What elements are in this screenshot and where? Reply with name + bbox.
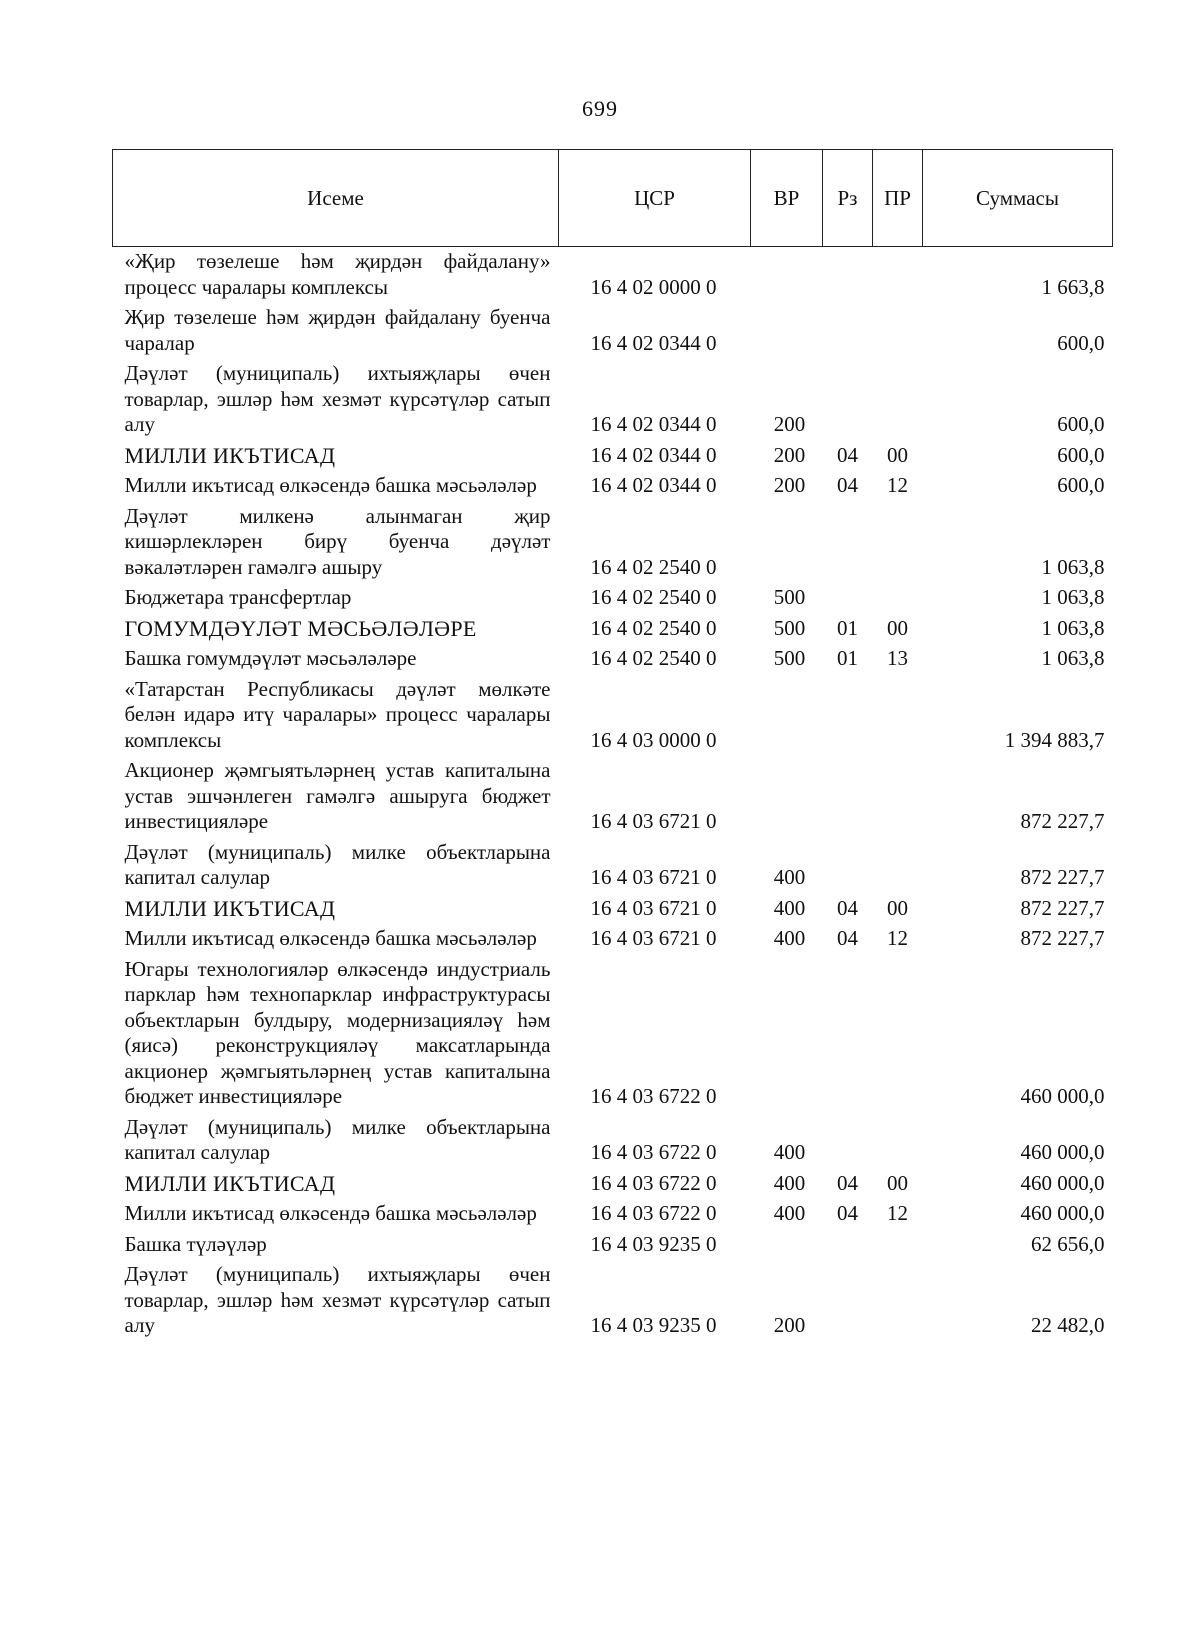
cell-sum: 22 482,0	[1031, 1313, 1105, 1337]
cell-pr	[873, 583, 923, 614]
cell-rz	[823, 955, 873, 1113]
cell-sum: 1 663,8	[1041, 274, 1105, 299]
table-row	[113, 924, 1113, 955]
cell-name: Дәүләт (муниципаль) милке объектларына капитал салулар	[124, 1114, 551, 1164]
cell-vr: 400	[773, 865, 806, 889]
table-row	[113, 1169, 1113, 1200]
table-row	[113, 838, 1113, 894]
cell-csr: 16 4 02 2540 0	[590, 615, 717, 640]
cell-vr	[751, 247, 823, 304]
cell-vr	[751, 675, 823, 757]
cell-sum: 872 227,7	[1020, 809, 1105, 833]
cell-pr	[873, 359, 923, 441]
table-row	[113, 1260, 1113, 1342]
cell-rz: 04	[837, 473, 858, 497]
cell-name: Югары технологияләр өлкәсендә индустриаль парклар һәм технопарклар инфраструктурасы объектларын булдыру, модернизацияләү һәм (яисә) реконструкцияләү максатларында акционер җәмгыятьләрнең устав капиталына бюджет инвестицияләре	[124, 956, 551, 1108]
table-row	[113, 303, 1113, 359]
cell-rz: 04	[837, 926, 858, 950]
cell-name: МИЛЛИ ИКЪТИСАД	[124, 895, 336, 921]
cell-sum: 600,0	[1057, 412, 1105, 436]
cell-rz: 01	[837, 615, 858, 640]
cell-name: Дәүләт (муниципаль) ихтыяҗлары өчен товарлар, эшләр һәм хезмәт күрсәтүләр сатып алу	[124, 1262, 551, 1337]
cell-csr: 16 4 02 0000 0	[590, 274, 717, 299]
cell-sum: 872 227,7	[1020, 926, 1105, 950]
cell-pr: 12	[887, 1201, 908, 1225]
cell-rz: 01	[837, 646, 858, 670]
cell-pr	[873, 955, 923, 1113]
cell-sum: 600,0	[1057, 330, 1105, 355]
cell-rz	[823, 502, 873, 584]
table-row	[113, 247, 1113, 304]
cell-name: Бюджетара трансфертлар	[124, 585, 352, 609]
header-name: Исеме	[113, 150, 559, 247]
cell-sum: 1 394 883,7	[1004, 727, 1105, 752]
cell-vr	[751, 1230, 823, 1261]
table-row	[113, 675, 1113, 757]
cell-rz	[823, 1260, 873, 1342]
cell-rz: 04	[837, 895, 858, 920]
cell-sum: 872 227,7	[1020, 895, 1105, 920]
cell-pr: 00	[887, 442, 908, 467]
cell-pr	[873, 502, 923, 584]
cell-rz	[823, 303, 873, 359]
cell-pr	[873, 838, 923, 894]
cell-name: Милли икътисад өлкәсендә башка мәсьәләләр	[124, 473, 537, 497]
cell-sum: 872 227,7	[1020, 865, 1105, 889]
table-row	[113, 614, 1113, 645]
header-rz: Рз	[823, 150, 873, 247]
table-row	[113, 1230, 1113, 1261]
cell-vr	[751, 955, 823, 1113]
cell-name: Җир төзелеше һәм җирдән файдалану буенча чаралар	[124, 305, 551, 355]
cell-csr: 16 4 03 9235 0	[590, 1313, 717, 1337]
cell-sum: 62 656,0	[1031, 1231, 1105, 1256]
table-row	[113, 502, 1113, 584]
cell-csr: 16 4 03 6721 0	[590, 926, 717, 950]
cell-sum: 1 063,8	[1041, 615, 1105, 640]
cell-name: ГОМУМДӘҮЛӘТ МӘСЬӘЛӘЛӘРЕ	[124, 615, 477, 641]
cell-sum: 1 063,8	[1041, 554, 1105, 579]
cell-name: Дәүләт (муниципаль) милке объектларына капитал салулар	[124, 839, 551, 889]
cell-pr	[873, 1230, 923, 1261]
table-row	[113, 583, 1113, 614]
cell-pr: 12	[887, 926, 908, 950]
cell-rz: 04	[837, 1170, 858, 1195]
cell-csr: 16 4 03 6721 0	[590, 895, 717, 920]
cell-name: Акционер җәмгыятьләрнең устав капиталына устав эшчәнлеген гамәлгә ашыруга бюджет инвестицияләре	[124, 758, 551, 833]
cell-pr	[873, 303, 923, 359]
table-header	[113, 150, 1113, 247]
cell-vr	[751, 303, 823, 359]
cell-name: Милли икътисад өлкәсендә башка мәсьәләләр	[124, 926, 537, 950]
cell-vr: 200	[773, 442, 806, 467]
table-row	[113, 955, 1113, 1113]
cell-vr: 400	[773, 1140, 806, 1164]
cell-vr: 400	[773, 1170, 806, 1195]
cell-name: Дәүләт милкенә алынмаган җир кишәрлекләрен бирү буенча дәүләт вәкаләтләрен гамәлгә ашыру	[124, 503, 551, 579]
cell-csr: 16 4 02 0344 0	[590, 412, 717, 436]
cell-sum: 460 000,0	[1020, 1140, 1105, 1164]
cell-vr: 200	[773, 473, 806, 497]
cell-pr	[873, 1113, 923, 1169]
cell-csr: 16 4 03 6722 0	[590, 1140, 717, 1164]
header-vr: ВР	[751, 150, 823, 247]
cell-sum: 1 063,8	[1041, 646, 1105, 670]
cell-pr: 13	[887, 646, 908, 670]
cell-csr: 16 4 02 0344 0	[590, 442, 717, 467]
table-row	[113, 471, 1113, 502]
header-sum: Суммасы	[923, 150, 1113, 247]
cell-pr: 00	[887, 615, 908, 640]
table-body	[113, 247, 1113, 1342]
cell-csr: 16 4 03 9235 0	[590, 1231, 717, 1256]
cell-name: Милли икътисад өлкәсендә башка мәсьәләләр	[124, 1201, 537, 1225]
header-csr: ЦСР	[559, 150, 751, 247]
cell-pr	[873, 756, 923, 838]
cell-csr: 16 4 02 0344 0	[590, 473, 717, 497]
cell-sum: 1 063,8	[1041, 585, 1105, 609]
table-row	[113, 359, 1113, 441]
cell-pr	[873, 247, 923, 304]
cell-name: Башка гомумдәүләт мәсьәләләре	[124, 646, 417, 670]
budget-table-container	[112, 149, 1112, 1342]
table-row	[113, 894, 1113, 925]
cell-vr	[751, 502, 823, 584]
cell-sum: 600,0	[1057, 442, 1105, 467]
cell-sum: 460 000,0	[1020, 1201, 1105, 1225]
cell-rz	[823, 359, 873, 441]
cell-name: МИЛЛИ ИКЪТИСАД	[124, 1170, 336, 1196]
table-row	[113, 441, 1113, 472]
cell-rz	[823, 756, 873, 838]
cell-sum: 600,0	[1057, 473, 1105, 497]
cell-name: Башка түләүләр	[124, 1231, 267, 1256]
cell-csr: 16 4 03 6721 0	[590, 809, 717, 833]
header-pr: ПР	[873, 150, 923, 247]
cell-pr: 00	[887, 895, 908, 920]
cell-csr: 16 4 02 0344 0	[590, 330, 717, 355]
cell-vr: 200	[773, 412, 806, 436]
table-row	[113, 756, 1113, 838]
cell-csr: 16 4 03 0000 0	[590, 727, 717, 752]
table-row	[113, 644, 1113, 675]
cell-vr	[751, 756, 823, 838]
cell-vr: 200	[773, 1313, 806, 1337]
cell-csr: 16 4 03 6721 0	[590, 865, 717, 889]
cell-vr: 400	[773, 926, 806, 950]
table-row	[113, 1199, 1113, 1230]
cell-name: «Татарстан Республикасы дәүләт мөлкәте белән идарә итү чаралары» процесс чаралары комплексы	[124, 676, 551, 752]
cell-name: Дәүләт (муниципаль) ихтыяҗлары өчен товарлар, эшләр һәм хезмәт күрсәтүләр сатып алу	[124, 361, 551, 436]
cell-rz: 04	[837, 442, 858, 467]
cell-rz	[823, 838, 873, 894]
cell-csr: 16 4 02 2540 0	[590, 554, 717, 579]
cell-csr: 16 4 02 2540 0	[590, 646, 717, 670]
cell-rz	[823, 1230, 873, 1261]
budget-table	[112, 149, 1113, 1342]
cell-rz: 04	[837, 1201, 858, 1225]
cell-csr: 16 4 03 6722 0	[590, 1084, 717, 1108]
cell-csr: 16 4 02 2540 0	[590, 585, 717, 609]
cell-csr: 16 4 03 6722 0	[590, 1170, 717, 1195]
cell-pr: 12	[887, 473, 908, 497]
cell-rz	[823, 583, 873, 614]
cell-rz	[823, 247, 873, 304]
cell-vr: 500	[773, 585, 806, 609]
cell-pr: 00	[887, 1170, 908, 1195]
cell-vr: 500	[773, 615, 806, 640]
cell-pr	[873, 675, 923, 757]
cell-name: «Җир төзелеше һәм җирдән файдалану» процесс чаралары комплексы	[124, 249, 551, 299]
cell-pr	[873, 1260, 923, 1342]
cell-rz	[823, 1113, 873, 1169]
cell-vr: 400	[773, 1201, 806, 1225]
cell-sum: 460 000,0	[1020, 1084, 1105, 1108]
cell-vr: 400	[773, 895, 806, 920]
cell-rz	[823, 675, 873, 757]
page-number: 699	[582, 96, 618, 121]
cell-csr: 16 4 03 6722 0	[590, 1201, 717, 1225]
table-row	[113, 1113, 1113, 1169]
cell-sum: 460 000,0	[1020, 1170, 1105, 1195]
cell-vr: 500	[773, 646, 806, 670]
cell-name: МИЛЛИ ИКЪТИСАД	[124, 442, 336, 468]
